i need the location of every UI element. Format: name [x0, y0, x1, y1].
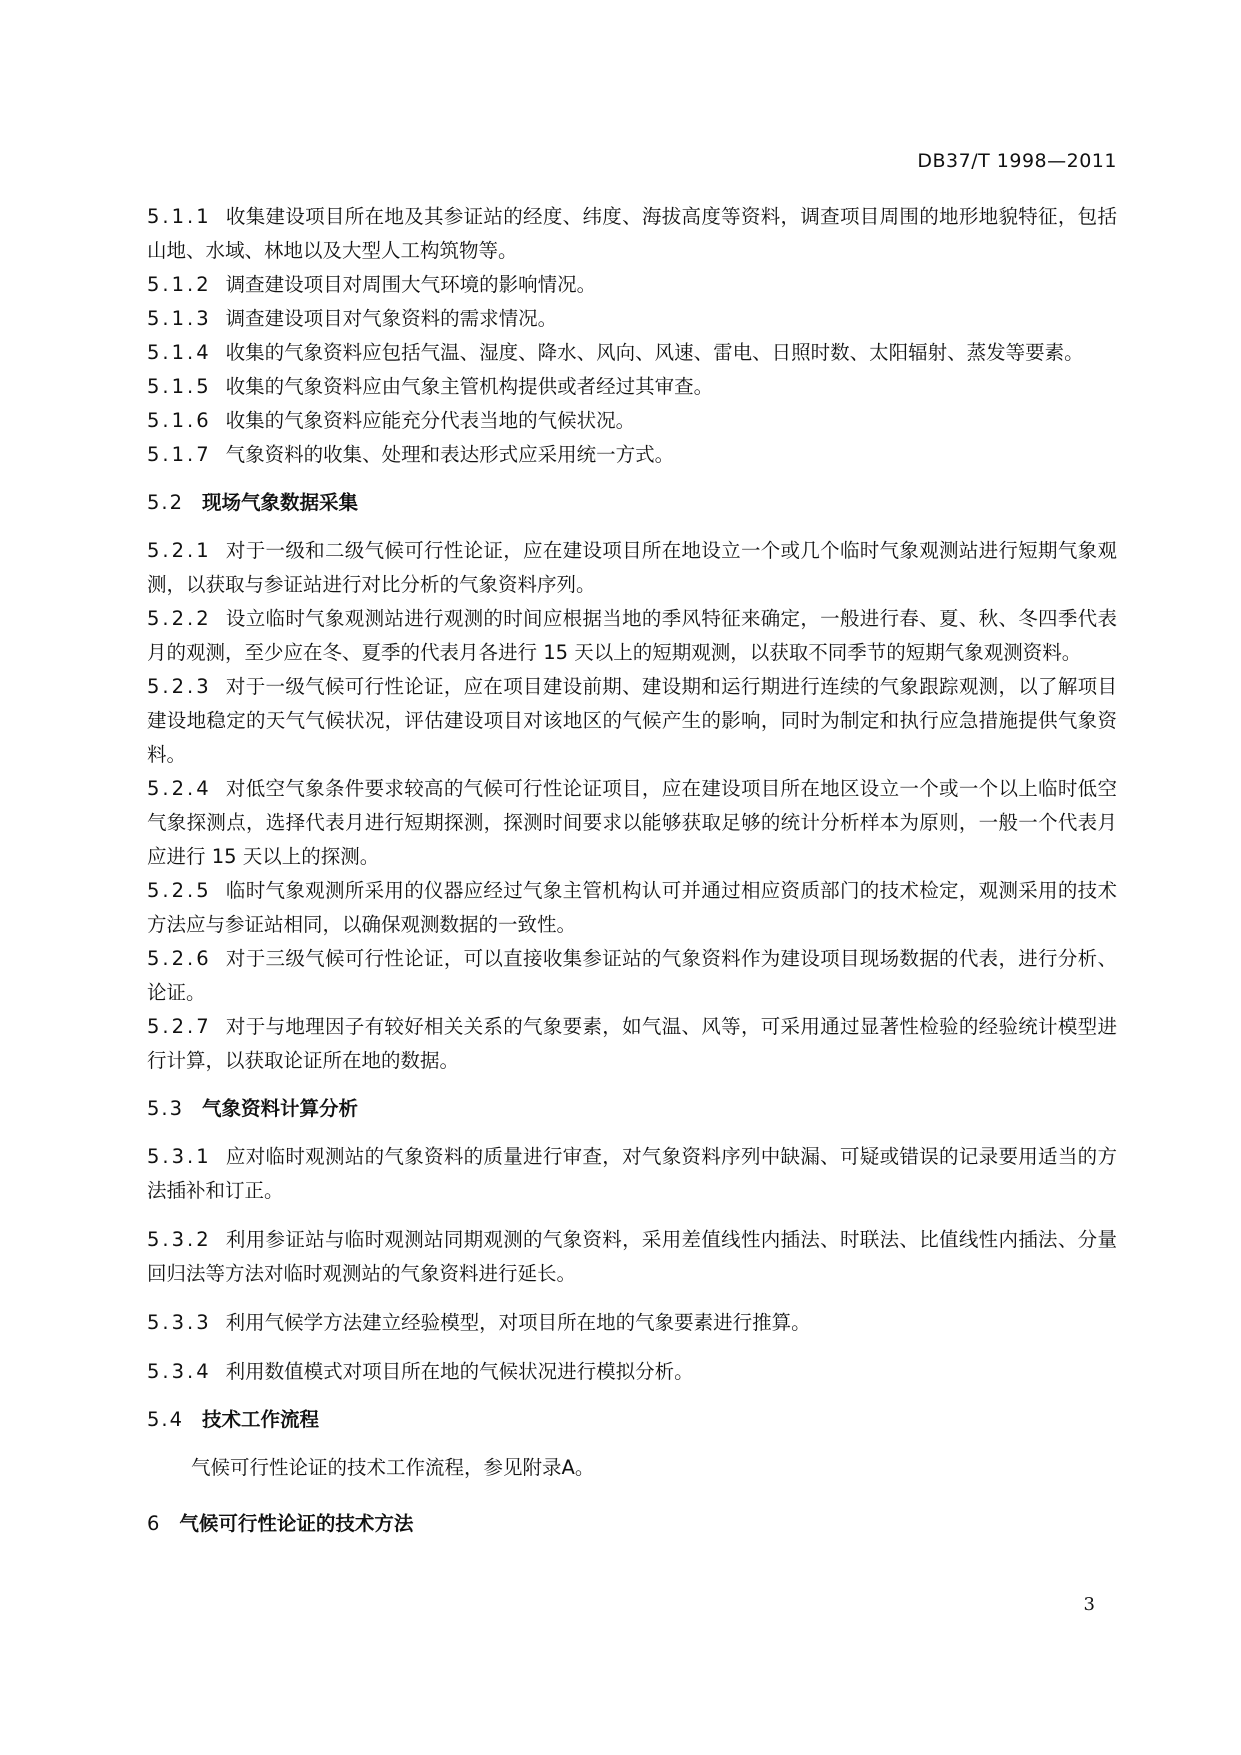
clause-5-1-4: 5.1.4 收集的气象资料应包括气温、湿度、降水、风向、风速、雷电、日照时数、太阳辐射、蒸发等要素。 — [147, 341, 1084, 364]
page-content — [147, 200, 1117, 1555]
clause-5-2-7: 5.2.7 对于与地理因子有较好相关关系的气象要素，如气温、风等，可采用通过显著性检验的经验统计模型进行计算，以获取论证所在地的数据。 — [147, 1015, 1117, 1072]
clause-5-1-2: 5.1.2 调查建设项目对周围大气环境的影响情况。 — [147, 273, 597, 296]
clause-5-2-4: 5.2.4 对低空气象条件要求较高的气候可行性论证项目，应在建设项目所在地区设立一个或一个以上临时低空气象探测点，选择代表月进行短期探测，探测时间要求以能够获取足够的统计分析样本为原则，一般一个代表月应进行 15 天以上的探测。 — [147, 777, 1117, 868]
clause-5-1-6: 5.1.6 收集的气象资料应能充分代表当地的气候状况。 — [147, 409, 636, 432]
clause-5-1-3: 5.1.3 调查建设项目对气象资料的需求情况。 — [147, 307, 558, 330]
chapter-heading-6: 6 气候可行性论证的技术方法 — [147, 1512, 414, 1535]
clause-5-2-5: 5.2.5 临时气象观测所采用的仪器应经过气象主管机构认可并通过相应资质部门的技术检定，观测采用的技术方法应与参证站相同，以确保观测数据的一致性。 — [147, 879, 1117, 936]
clause-5-3-1: 5.3.1 应对临时观测站的气象资料的质量进行审查，对气象资料序列中缺漏、可疑或错误的记录要用适当的方法插补和订正。 — [147, 1145, 1117, 1202]
section-heading-5-2: 5.2 现场气象数据采集 — [147, 491, 359, 514]
page-number: 3 — [1083, 1594, 1095, 1615]
clause-5-2-6: 5.2.6 对于三级气候可行性论证，可以直接收集参证站的气象资料作为建设项目现场数据的代表，进行分析、论证。 — [147, 947, 1117, 1004]
clause-5-2-3: 5.2.3 对于一级气候可行性论证，应在项目建设前期、建设期和运行期进行连续的气象跟踪观测，以了解项目建设地稳定的天气气候状况，评估建设项目对该地区的气候产生的影响，同时为制定和执行应急措施提供气象资料。 — [147, 675, 1117, 766]
document-code: DB37/T 1998—2011 — [917, 150, 1117, 172]
clause-5-1-1: 5.1.1 收集建设项目所在地及其参证站的经度、纬度、海拔高度等资料，调查项目周围的地形地貌特征，包括山地、水域、林地以及大型人工构筑物等。 — [147, 205, 1117, 262]
clause-5-3-2: 5.3.2 利用参证站与临时观测站同期观测的气象资料，采用差值线性内插法、时联法、比值线性内插法、分量回归法等方法对临时观测站的气象资料进行延长。 — [147, 1228, 1117, 1285]
clause-5-2-2: 5.2.2 设立临时气象观测站进行观测的时间应根据当地的季风特征来确定，一般进行春、夏、秋、冬四季代表月的观测，至少应在冬、夏季的代表月各进行 15 天以上的短期观测，以获取不同季节的短期气象观测资料。 — [147, 607, 1117, 664]
clause-5-3-4: 5.3.4 利用数值模式对项目所在地的气候状况进行模拟分析。 — [147, 1360, 694, 1383]
section-heading-5-3: 5.3 气象资料计算分析 — [147, 1097, 359, 1120]
paragraph-5-4: 气候可行性论证的技术工作流程，参见附录A。 — [191, 1456, 595, 1479]
section-heading-5-4: 5.4 技术工作流程 — [147, 1408, 320, 1431]
clause-5-1-5: 5.1.5 收集的气象资料应由气象主管机构提供或者经过其审查。 — [147, 375, 714, 398]
clause-5-3-3: 5.3.3 利用气候学方法建立经验模型，对项目所在地的气象要素进行推算。 — [147, 1311, 811, 1334]
clause-5-2-1: 5.2.1 对于一级和二级气候可行性论证，应在建设项目所在地设立一个或几个临时气象观测站进行短期气象观测，以获取与参证站进行对比分析的气象资料序列。 — [147, 539, 1117, 596]
clause-5-1-7: 5.1.7 气象资料的收集、处理和表达形式应采用统一方式。 — [147, 443, 675, 466]
